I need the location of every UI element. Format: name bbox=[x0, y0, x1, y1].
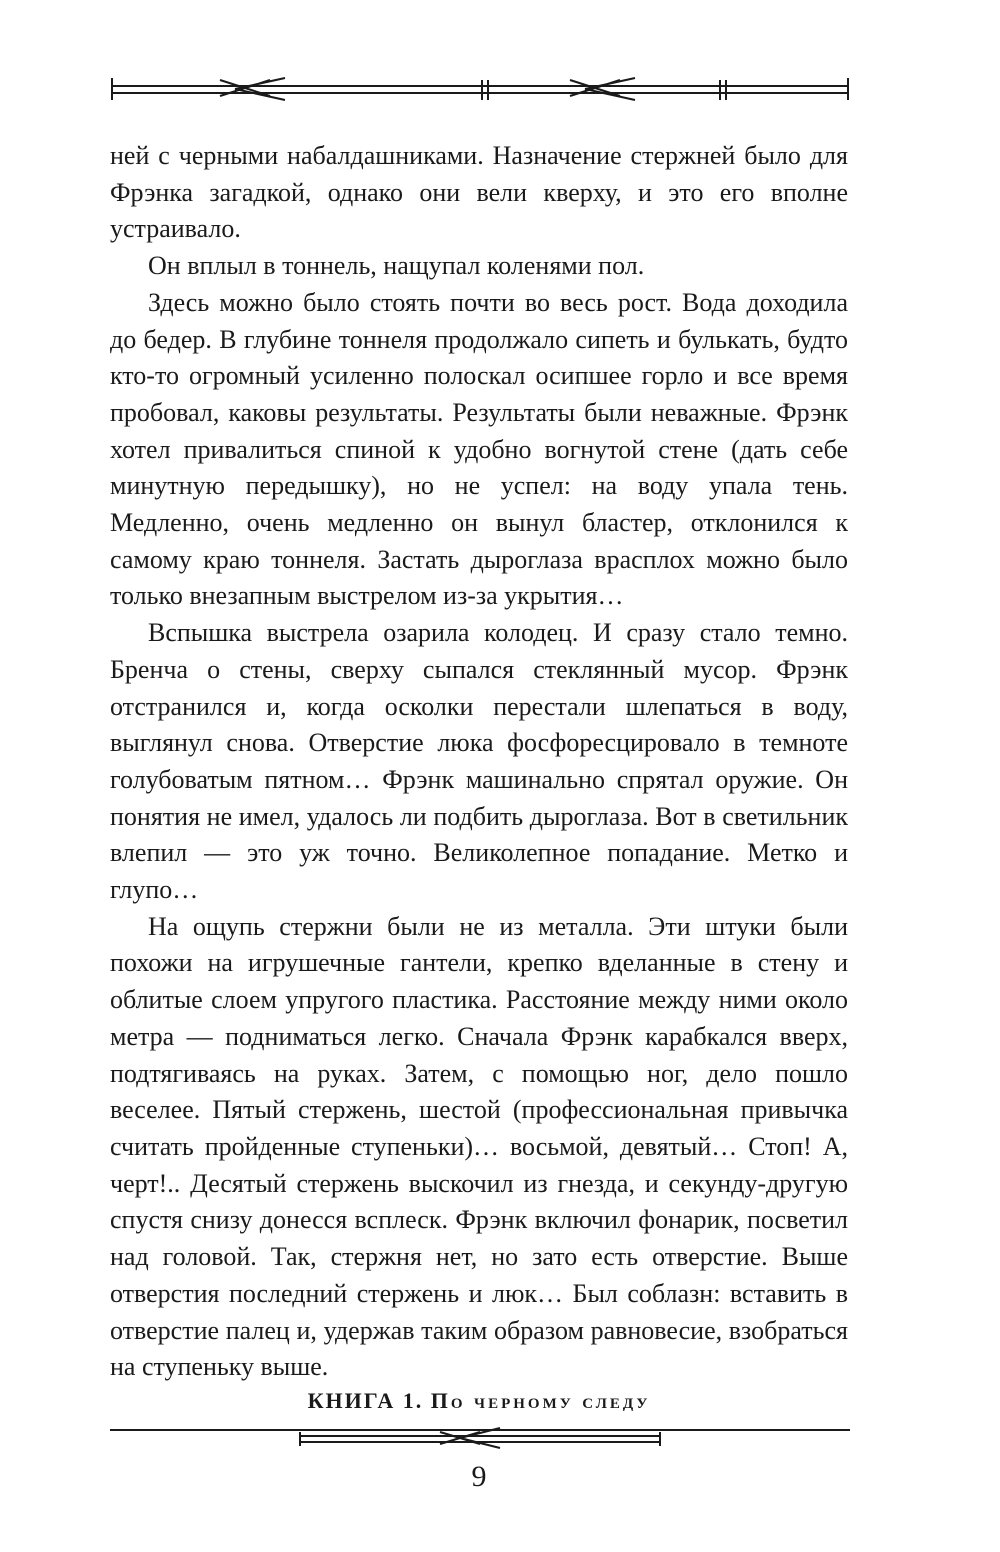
paragraph: ней с черными набалдашниками. Назначение стержней было для Фрэнка загадкой, однако они вели кверху, и это его вполне устраивало. bbox=[110, 141, 848, 244]
book-label: КНИГА 1. bbox=[307, 1388, 424, 1413]
paragraph: Вспышка выстрела озарила колодец. И сразу стало темно. Бренча о стены, сверху сыпался стеклянный мусор. Фрэнк отстранился и, когда осколки перестали шлепаться в воду, выглянул снова. Отверстие люка фосфоресцировало в темноте голубоватым пятном… Фрэнк машинально спрятал оружие. Он понятия не имел, удалось ли подбить дыроглаза. Вот в светильник влепил — это уж точно. Великолепное попадание. Метко и глупо… bbox=[110, 618, 848, 905]
book-title: По черному следу bbox=[430, 1388, 651, 1413]
footer-ornament bbox=[110, 1422, 850, 1456]
running-footer-title bbox=[110, 1388, 848, 1414]
page-number: 9 bbox=[471, 1460, 487, 1493]
paragraph: На ощупь стержни были не из металла. Эти штуки были похожи на игрушечные гантели, крепко вделанные в стену и облитые слоем упругого пластика. Расстояние между ними около метра — подниматься легко. Сначала Фрэнк карабкался вверх, подтягиваясь на руках. Затем, с помощью ног, дело пошло веселее. Пятый стержень, шестой (профессиональная привычка считать пройденные ступеньки)… восьмой, девятый… Стоп! А, черт!.. Десятый стержень выскочил из гнезда, и секунду-другую спустя снизу донесся всплеск. Фрэнк включил фонарик, посветил над головой. Так, стержня нет, но зато есть отверстие. Выше отверстия последний стержень и люк… Был соблазн: вставить в отверстие палец и, удержав таким образом равновесие, взобраться на ступеньку выше. bbox=[110, 911, 848, 1382]
body-text bbox=[110, 138, 848, 1386]
paragraph: Здесь можно было стоять почти во весь рост. Вода доходила до бедер. В глубине тоннеля продолжало сипеть и булькать, будто кто-то огромный усиленно полоскал осипшее горло и все время пробовал, каковы результаты. Результаты были неважные. Фрэнк хотел привалиться спиной к удобно вогнутой стене (дать себе минутную передышку), но не успел: на воду упала тень. Медленно, очень медленно он вынул бластер, отклонился к самому краю тоннеля. Застать дыроглаза врасплох можно было только внезапным выстрелом из-за укрытия… bbox=[110, 287, 848, 611]
paragraph: Он вплыл в тоннель, нащупал коленями пол. bbox=[148, 251, 645, 281]
header-ornament bbox=[110, 70, 850, 110]
